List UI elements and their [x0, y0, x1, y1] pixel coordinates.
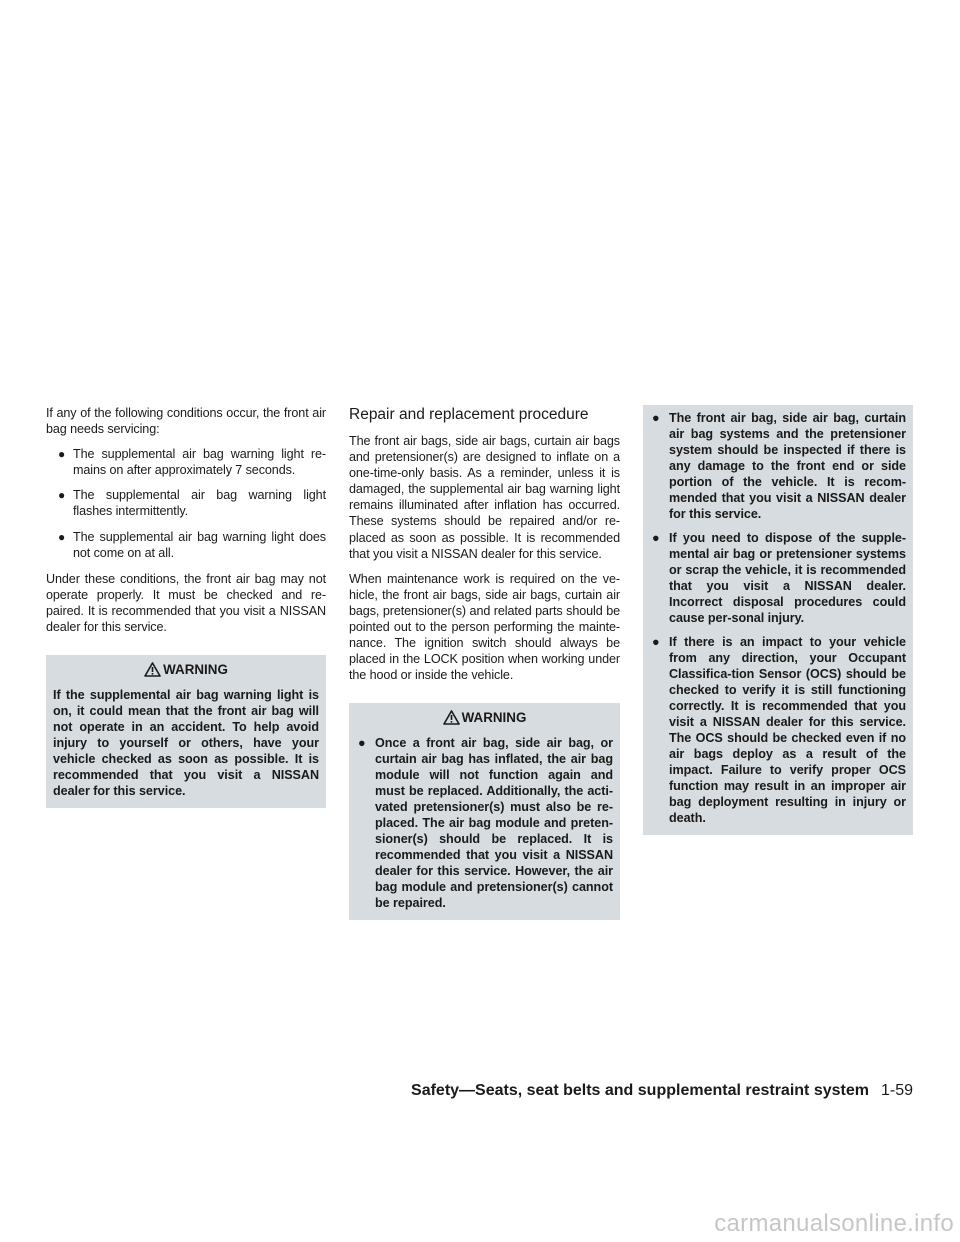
bullet-icon: ● [652, 635, 660, 649]
warning-title: WARNING [461, 710, 527, 726]
repair-paragraph-1: The front air bags, side air bags, curtain air bags and pretensioner(s) are designed to inflate on a one-time-only basis. As a reminder, unless it is damaged, the supplemental air bag warning light remains illuminated after inflation has occurred. These systems should be repaired and/or re-placed as soon as possible. It is recommended that you visit a NISSAN dealer for this service. [349, 434, 620, 561]
warning-list [650, 410, 906, 826]
page-footer [0, 1081, 913, 1101]
section-heading: Repair and replacement procedure [349, 406, 589, 423]
column-2 [349, 405, 620, 920]
warning-heading [356, 709, 613, 726]
warning-heading [53, 661, 319, 678]
bullet-icon: ● [58, 447, 66, 462]
conditions-list [46, 446, 326, 561]
list-item: ● The supplemental air bag warning light re-mains on after approximately 7 seconds. [58, 447, 326, 478]
list-item: ● Once a front air bag, side air bag, or curtain air bag has inflated, the air bag module will not function again and must be replaced. Additionally, the acti-vated pretensioner(s) must also be re-placed. The air bag module and preten-sioner(s) should be replaced. It is recommended that you visit a NISSAN dealer for this service. However, the air bag module and pretensioner(s) cannot be repaired. [358, 736, 613, 911]
list-item: ● The supplemental air bag warning light does not come on at all. [58, 529, 326, 560]
bullet-icon: ● [358, 736, 366, 751]
warning-box [349, 703, 620, 920]
page-number: 1-59 [880, 1082, 913, 1099]
bullet-icon: ● [652, 411, 660, 425]
after-paragraph: Under these conditions, the front air bag may not operate properly. It must be checked and re-paired. It is recommended that you visit a NISSAN dealer for this service. [46, 571, 326, 635]
column-1 [46, 405, 326, 808]
list-item: ● The front air bag, side air bag, curtain air bag systems and the pretensioner system should be inspected if there is any damage to the front end or side portion of the vehicle. It is recom-mended that you visit a NISSAN dealer for this service. [652, 411, 906, 521]
bullet-icon: ● [652, 531, 660, 545]
warning-box [46, 655, 326, 808]
bullet-icon: ● [58, 488, 66, 503]
warning-list [356, 735, 613, 911]
list-item: ● If you need to dispose of the supple-mental air bag or pretensioner systems or scrap the vehicle, it is recommended that you visit a NISSAN dealer. Incorrect disposal procedures could cause per-sonal injury. [652, 531, 906, 625]
repair-paragraph-2: When maintenance work is required on the ve-hicle, the front air bags, side air bags, curtain air bags, pretensioner(s) and related parts should be pointed out to the person performing the mainte-nance. The ignition switch should always be placed in the LOCK position when working under the hood or inside the vehicle. [349, 571, 620, 683]
intro-paragraph: If any of the following conditions occur, the front air bag needs servicing: [46, 406, 326, 437]
column-3 [643, 405, 913, 835]
warning-triangle-icon [144, 662, 161, 677]
warning-box-continued [643, 405, 913, 835]
footer-section-title: Safety—Seats, seat belts and supplemental restraint system [411, 1082, 869, 1099]
watermark: carmanualsonline.info [714, 1210, 954, 1237]
bullet-icon: ● [58, 529, 66, 544]
list-item: ● If there is an impact to your vehicle from any direction, your Occupant Classifica-tion Sensor (OCS) should be checked to verify it is still functioning correctly. It is recommended that you visit a NISSAN dealer for this service. The OCS should be checked even if no air bags deploy as a result of the impact. Failure to verify proper OCS function may result in an improper air bag deployment resulting in injury or death. [652, 635, 906, 825]
warning-text: If the supplemental air bag warning light is on, it could mean that the front air bag will not operate in an accident. To help avoid injury to yourself or others, have your vehicle checked as soon as possible. It is recommended that you visit a NISSAN dealer for this service. [53, 688, 319, 799]
list-item: ● The supplemental air bag warning light flashes intermittently. [58, 488, 326, 519]
warning-title: WARNING [163, 662, 228, 678]
warning-triangle-icon [443, 710, 460, 725]
